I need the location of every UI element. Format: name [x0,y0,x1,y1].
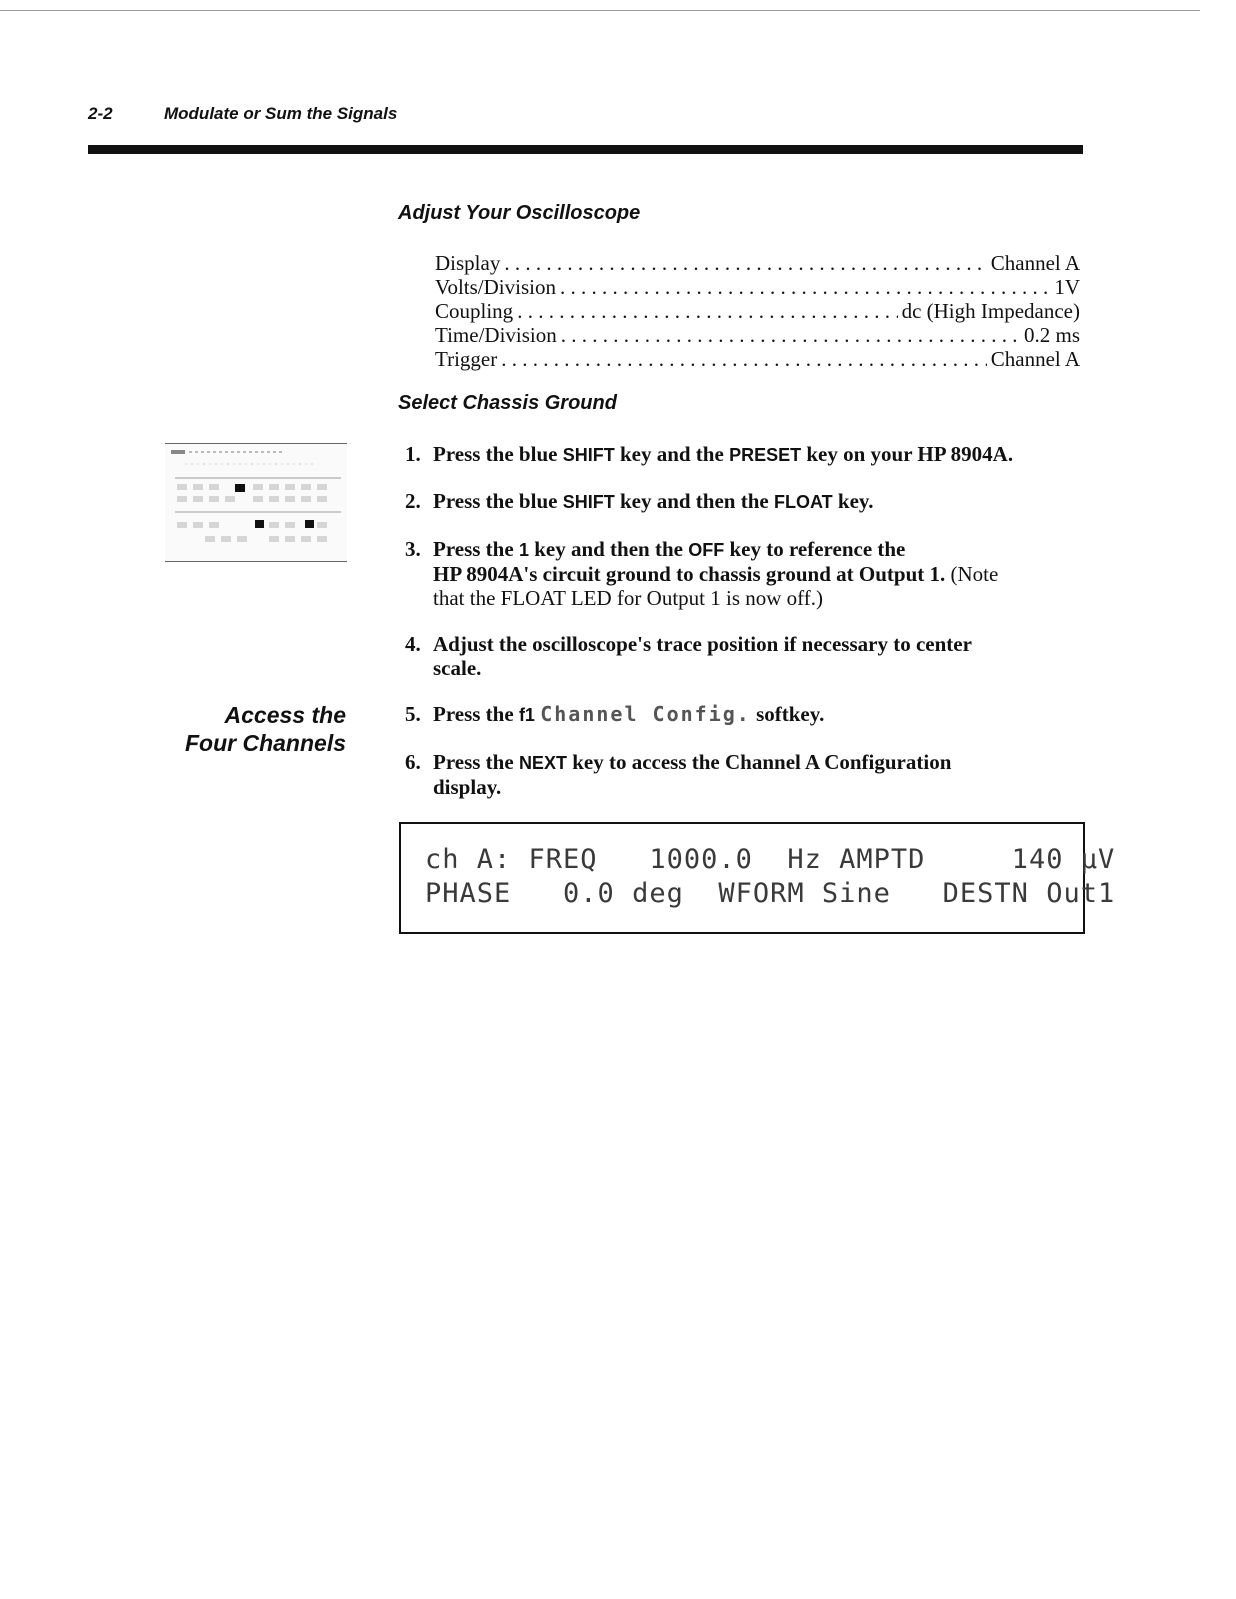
chapter-title: Modulate or Sum the Signals [164,104,398,123]
side-heading-line: Access the [224,702,346,728]
setting-row [435,299,1080,323]
step-number: 1. [405,442,421,466]
step-text: Press the blue [433,489,563,513]
step-text: display. [433,775,502,799]
setting-label: Time/Division [435,323,557,347]
lcd-line-2: PHASE 0.0 deg WFORM Sine DESTN Out1 [425,878,1116,909]
step-text: HP 8904A's circuit ground to chassis ground at Output 1. [433,562,946,586]
preset-key-label: PRESET [729,445,802,465]
step-text: key and then the [528,537,689,561]
step-note: that the FLOAT LED for Output 1 is now off.) [433,586,824,610]
side-heading-line: Four Channels [184,730,346,756]
step-text: key. [832,489,874,513]
page-header [88,104,397,124]
lcd-line-1: ch A: FREQ 1000.0 Hz AMPTD 140 µV [425,844,1116,875]
oscilloscope-settings [435,251,1080,371]
setting-row [435,251,1080,275]
step-number: 3. [405,537,421,561]
step-3 [405,537,1085,610]
softkey-display-label: Channel Config. [540,702,751,726]
step-number: 6. [405,750,421,774]
step-text: Press the [433,702,519,726]
section-heading-adjust: Adjust Your Oscilloscope [398,202,641,224]
setting-value: 0.2 ms [1023,323,1080,347]
front-panel-keys-illustration [165,444,347,561]
step-text: Press the blue [433,442,563,466]
setting-value: 1V [1054,275,1080,299]
step-5 [405,702,1085,727]
setting-label: Trigger [435,347,498,371]
step-4 [405,632,1085,680]
leader-dots [517,299,897,323]
step-number: 5. [405,702,421,726]
section-heading-chassis: Select Chassis Ground [398,392,617,414]
setting-value: dc (High Impedance) [901,299,1080,323]
float-key-label: FLOAT [773,492,833,512]
step-text: key on your HP 8904A. [801,442,1014,466]
header-rule [88,145,1083,154]
next-key-label: NEXT [518,753,567,773]
side-heading-access [185,701,346,757]
step-text: softkey. [750,702,825,726]
step-number: 4. [405,632,421,656]
step-1 [405,442,1085,467]
step-text: Adjust the oscilloscope's trace position if necessary to center [433,632,972,656]
leader-dots [504,251,986,275]
step-text: key and the [614,442,730,466]
one-key-label: 1 [518,540,529,560]
setting-row [435,275,1080,299]
setting-value: Channel A [990,251,1080,275]
page-number: 2-2 [88,104,113,123]
off-key-label: OFF [688,540,725,560]
setting-label: Display [435,251,501,275]
setting-label: Volts/Division [435,275,556,299]
top-rule [0,10,1200,11]
setting-row [435,323,1080,347]
f1-key-label: f1 [518,705,535,725]
step-text: Press the [433,537,519,561]
step-6 [405,750,1085,799]
lcd-display-box [399,822,1116,934]
step-note: (Note [945,562,999,586]
leader-dots [561,323,1020,347]
step-text: key to reference the [724,537,906,561]
step-text: key and then the [614,489,774,513]
setting-row [435,347,1080,371]
step-text: key to access the Channel A Configuration [566,750,952,774]
shift-key-label: SHIFT [562,492,615,512]
leader-dots [501,347,987,371]
step-2 [405,489,1085,514]
setting-label: Coupling [435,299,514,323]
shift-key-label: SHIFT [562,445,615,465]
leader-dots [560,275,1050,299]
setting-value: Channel A [990,347,1080,371]
step-text: scale. [433,656,482,680]
step-text: Press the [433,750,519,774]
step-number: 2. [405,489,421,513]
front-panel-thumbnail [165,443,347,562]
